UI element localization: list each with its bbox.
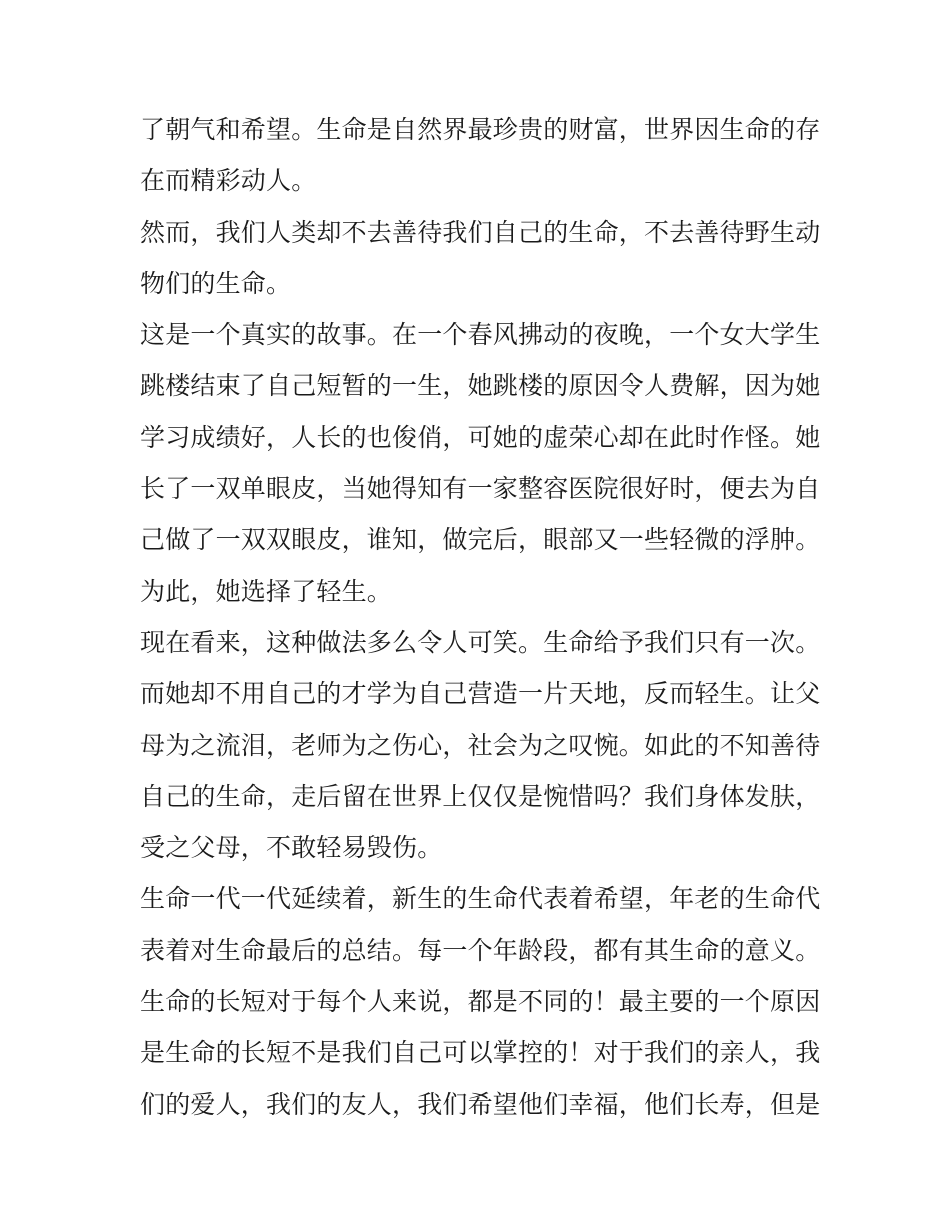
text-line-18: 生命的长短对于每个人来说，都是不同的！最主要的一个原因 xyxy=(140,987,821,1017)
text-line-14: 自己的生命，走后留在世界上仅仅是惋惜吗？我们身体发肤， xyxy=(140,781,821,811)
text-line-20: 们的爱人，我们的友人，我们希望他们幸福，他们长寿，但是 xyxy=(140,1089,821,1119)
text-line-6: 跳楼结束了自己短暂的一生，她跳楼的原因令人费解，因为她 xyxy=(140,371,821,401)
text-line-17: 表着对生命最后的总结。每一个年龄段，都有其生命的意义。 xyxy=(140,935,821,965)
text-line-8: 长了一双单眼皮，当她得知有一家整容医院很好时，便去为自 xyxy=(140,474,821,504)
text-line-19: 是生命的长短不是我们自己可以掌控的！对于我们的亲人，我 xyxy=(140,1038,821,1068)
text-line-3: 然而，我们人类却不去善待我们自己的生命，不去善待野生动 xyxy=(140,217,821,247)
text-line-12: 而她却不用自己的才学为自己营造一片天地，反而轻生。让父 xyxy=(140,679,821,709)
text-line-16: 生命一代一代延续着，新生的生命代表着希望，年老的生命代 xyxy=(140,884,821,914)
text-line-15: 受之父母，不敢轻易毁伤。 xyxy=(140,833,443,863)
text-line-7: 学习成绩好，人长的也俊俏，可她的虚荣心却在此时作怪。她 xyxy=(140,422,821,452)
document-body xyxy=(140,104,820,1130)
text-line-5: 这是一个真实的故事。在一个春风拂动的夜晚，一个女大学生 xyxy=(140,320,821,350)
text-line-11: 现在看来，这种做法多么令人可笑。生命给予我们只有一次。 xyxy=(140,627,821,657)
text-line-2: 在而精彩动人。 xyxy=(140,166,317,196)
text-line-13: 母为之流泪，老师为之伤心，社会为之叹惋。如此的不知善待 xyxy=(140,730,821,760)
text-line-1: 了朝气和希望。生命是自然界最珍贵的财富，世界因生命的存 xyxy=(140,115,821,144)
text-line-10: 为此，她选择了轻生。 xyxy=(140,576,393,606)
text-line-9: 己做了一双双眼皮，谁知，做完后，眼部又一些轻微的浮肿。 xyxy=(140,525,821,555)
text-line-4: 物们的生命。 xyxy=(140,268,292,298)
